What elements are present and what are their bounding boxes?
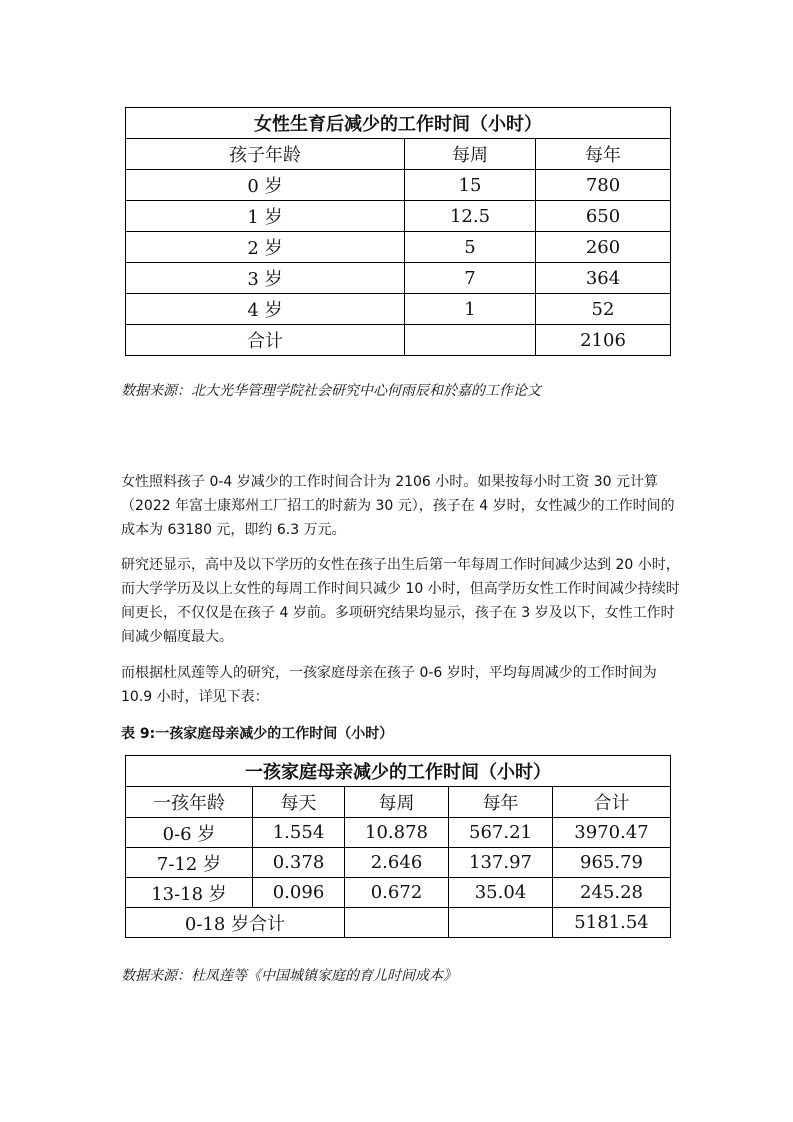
- table-cell: [405, 325, 536, 356]
- table-cell: 13-18 岁: [126, 878, 253, 908]
- table-cell: 1.554: [253, 818, 345, 848]
- paragraph: 女性照料孩子 0-4 岁减少的工作时间合计为 2106 小时。如果按每小时工资 30 元计算（2022 年富士康郑州工厂招工的时薪为 30 元），孩子在 4 岁时，女性减少的工作时间的成本为 63180 元，即约 6.3 万元。: [121, 474, 675, 538]
- table-cell: [449, 908, 553, 938]
- table-cell: 2 岁: [126, 232, 405, 263]
- table-cell: 567.21: [449, 818, 553, 848]
- column-header: 每天: [253, 787, 345, 818]
- table-cell: 245.28: [553, 878, 671, 908]
- table-cell: 0-6 岁: [126, 818, 253, 848]
- paragraph: 研究还显示，高中及以下学历的女性在孩子出生后第一年每周工作时间减少达到 20 小时，而大学学历及以上女性的每周工作时间只减少 10 小时，但高学历女性工作时间减少持续时间更长，不仅仅是在孩子 4 岁前。多项研究结果均显示，孩子在 3 岁及以下，女性工作时间减少幅度最大。: [121, 557, 680, 645]
- table-cell: 2.646: [345, 848, 449, 878]
- table-cell: 12.5: [405, 201, 536, 232]
- table-cell: 3970.47: [553, 818, 671, 848]
- table-mother-work-time: [125, 755, 671, 938]
- table-cell: 0.378: [253, 848, 345, 878]
- table-total-row: [126, 325, 671, 356]
- table-row: [126, 263, 671, 294]
- table-cell: 260: [536, 232, 671, 263]
- table-cell: 137.97: [449, 848, 553, 878]
- column-header: 每年: [449, 787, 553, 818]
- table-cell: 1: [405, 294, 536, 325]
- table-row: [126, 170, 671, 201]
- column-header: 每周: [345, 787, 449, 818]
- table-cell: 650: [536, 201, 671, 232]
- table-cell: 合计: [126, 325, 405, 356]
- table-row: [126, 201, 671, 232]
- table-cell: 364: [536, 263, 671, 294]
- table-cell: 780: [536, 170, 671, 201]
- table-total-row: [126, 908, 671, 938]
- table-cell: 5181.54: [553, 908, 671, 938]
- data-source-note: 数据来源：北大光华管理学院社会研究中心何雨辰和於嘉的工作论文: [121, 383, 541, 399]
- table-title: 女性生育后减少的工作时间（小时）: [126, 108, 671, 139]
- table-cell: 0-18 岁合计: [126, 908, 345, 938]
- table-cell: 0 岁: [126, 170, 405, 201]
- table-cell: 2106: [536, 325, 671, 356]
- table-cell: 52: [536, 294, 671, 325]
- table-cell: 3 岁: [126, 263, 405, 294]
- data-source-note: 数据来源：杜凤莲等《中国城镇家庭的育儿时间成本》: [121, 968, 457, 984]
- table-work-time-reduction: [125, 107, 671, 356]
- table-cell: 965.79: [553, 848, 671, 878]
- table-cell: 0.672: [345, 878, 449, 908]
- table-row: [126, 818, 671, 848]
- table-cell: 4 岁: [126, 294, 405, 325]
- table-cell: 10.878: [345, 818, 449, 848]
- table-cell: 5: [405, 232, 536, 263]
- table-cell: 1 岁: [126, 201, 405, 232]
- table-cell: 15: [405, 170, 536, 201]
- table-cell: 7: [405, 263, 536, 294]
- table-row: [126, 848, 671, 878]
- table-title: 一孩家庭母亲减少的工作时间（小时）: [126, 756, 671, 787]
- column-header: 合计: [553, 787, 671, 818]
- column-header: 每年: [536, 139, 671, 170]
- column-header: 一孩年龄: [126, 787, 253, 818]
- table-cell: [345, 908, 449, 938]
- column-header: 每周: [405, 139, 536, 170]
- table-cell: 35.04: [449, 878, 553, 908]
- table-row: [126, 878, 671, 908]
- table-cell: 7-12 岁: [126, 848, 253, 878]
- table-caption: 表 9:一孩家庭母亲减少的工作时间（小时）: [121, 726, 394, 742]
- table-row: [126, 294, 671, 325]
- paragraph: 而根据杜凤莲等人的研究，一孩家庭母亲在孩子 0-6 岁时，平均每周减少的工作时间为 10.9 小时，详见下表：: [121, 665, 657, 705]
- table-cell: 0.096: [253, 878, 345, 908]
- table-row: [126, 232, 671, 263]
- column-header: 孩子年龄: [126, 139, 405, 170]
